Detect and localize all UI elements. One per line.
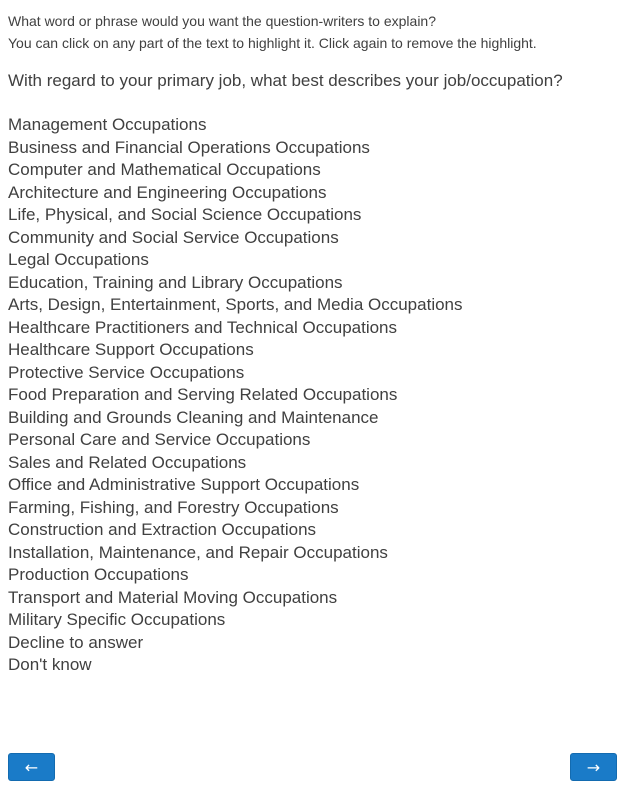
option-item[interactable]: Installation, Maintenance, and Repair Occupations <box>8 542 388 562</box>
option-item[interactable]: Education, Training and Library Occupations <box>8 272 343 292</box>
option-item[interactable]: Military Specific Occupations <box>8 610 226 629</box>
next-button[interactable] <box>570 753 617 781</box>
arrow-right-icon: → <box>586 758 601 777</box>
option-item[interactable]: Building and Grounds Cleaning and Maintenance <box>8 407 379 427</box>
option-item[interactable]: Healthcare Support Occupations <box>8 340 254 359</box>
option-item[interactable]: Legal Occupations <box>8 250 149 269</box>
arrow-left-icon: ← <box>24 758 39 777</box>
back-button[interactable] <box>8 753 55 781</box>
options-list <box>8 114 463 677</box>
option-item[interactable]: Food Preparation and Serving Related Occupations <box>8 385 398 404</box>
option-item[interactable]: Architecture and Engineering Occupations <box>8 182 327 202</box>
option-item[interactable]: Construction and Extraction Occupations <box>8 520 317 539</box>
instructions-line-1: What word or phrase would you want the question-writers to explain? <box>8 13 436 29</box>
option-item[interactable]: Decline to answer <box>8 632 144 652</box>
option-item[interactable]: Computer and Mathematical Occupations <box>8 160 321 179</box>
option-item[interactable]: Life, Physical, and Social Science Occupations <box>8 205 362 224</box>
instructions-line-2: You can click on any part of the text to highlight it. Click again to remove the highlight. <box>8 35 537 51</box>
option-item[interactable]: Arts, Design, Entertainment, Sports, and Media Occupations <box>8 295 463 314</box>
question-text[interactable]: With regard to your primary job, what best describes your job/occupation? <box>8 71 563 90</box>
option-item[interactable]: Healthcare Practitioners and Technical Occupations <box>8 317 398 337</box>
option-item[interactable]: Office and Administrative Support Occupations <box>8 475 360 494</box>
option-item[interactable]: Protective Service Occupations <box>8 362 245 382</box>
option-item[interactable]: Sales and Related Occupations <box>8 452 247 472</box>
option-item[interactable]: Production Occupations <box>8 565 189 584</box>
instructions <box>8 10 537 54</box>
option-item[interactable]: Farming, Fishing, and Forestry Occupations <box>8 497 339 517</box>
option-item[interactable]: Business and Financial Operations Occupations <box>8 137 370 157</box>
option-item[interactable]: Community and Social Service Occupations <box>8 227 339 247</box>
option-item[interactable]: Transport and Material Moving Occupations <box>8 587 338 607</box>
option-item[interactable]: Personal Care and Service Occupations <box>8 430 311 449</box>
option-item[interactable]: Management Occupations <box>8 115 207 134</box>
option-item[interactable]: Don't know <box>8 655 92 674</box>
